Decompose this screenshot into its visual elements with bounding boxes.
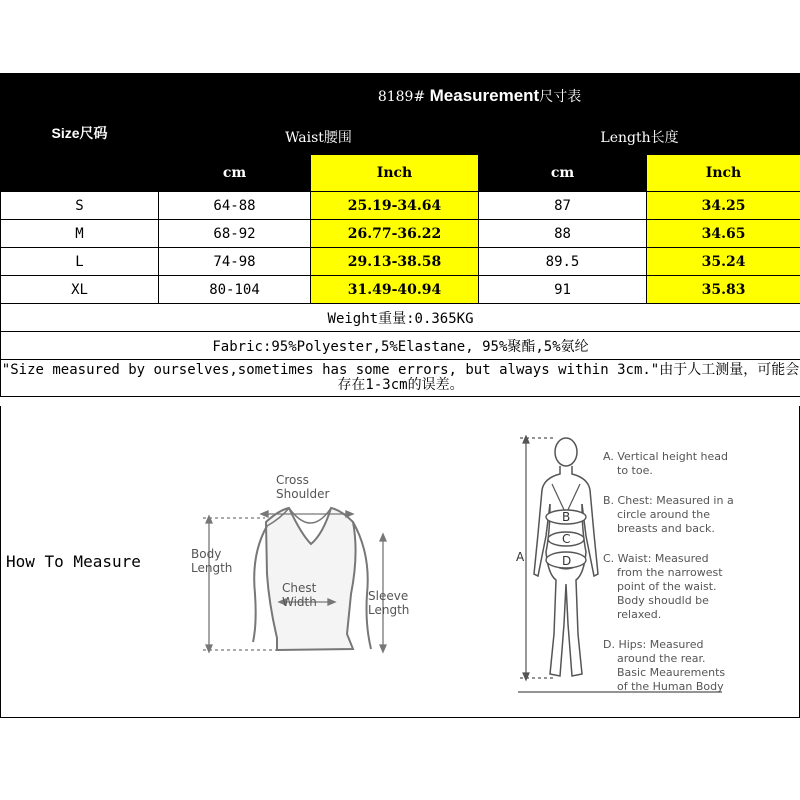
chest-width-line2: Width [282, 595, 317, 609]
length-cm-cell: 89.5 [479, 248, 647, 276]
weight-row: Weight重量:0.365KG [1, 304, 800, 332]
fabric-row: Fabric:95%Polyester,5%Elastane, 95%聚酯,5%氨纶 [1, 332, 800, 360]
body-measure-figure [516, 424, 736, 696]
table-row [1, 276, 800, 304]
note-d-line3: Basic Meaurements [617, 666, 726, 679]
note-d-line2: around the rear. [617, 652, 706, 665]
size-cell: XL [1, 276, 159, 304]
size-cell: L [1, 248, 159, 276]
note-b-line1: B. Chest: Measured in a [603, 494, 734, 507]
how-to-measure-section [0, 406, 800, 718]
length-inch-cell: 35.24 [647, 248, 800, 276]
waist-cm-cell: 80-104 [159, 276, 311, 304]
waist-inch-cell: 25.19-34.64 [311, 192, 479, 220]
waist-inch-header: Inch [311, 155, 479, 192]
table-row [1, 248, 800, 276]
table-row [1, 192, 800, 220]
size-cell: S [1, 192, 159, 220]
waist-cm-cell: 68-92 [159, 220, 311, 248]
waist-header: Waist腰围 [159, 119, 479, 155]
length-inch-cell: 34.25 [647, 192, 800, 220]
note-a-line1: A. Vertical height head [603, 450, 729, 463]
garment-measure-figure [181, 474, 411, 674]
marker-b: B [562, 510, 571, 524]
sleeve-length-line1: Sleeve [368, 589, 409, 603]
how-to-measure-label: How To Measure [6, 552, 141, 571]
length-cm-cell: 91 [479, 276, 647, 304]
table-row [1, 220, 800, 248]
note-d-line4: of the Human Body [617, 680, 724, 693]
waist-inch-cell: 26.77-36.22 [311, 220, 479, 248]
waist-cm-header: cm [159, 155, 311, 192]
note-a-line2: to toe. [617, 464, 653, 477]
marker-a: A [516, 550, 525, 564]
length-inch-cell: 35.83 [647, 276, 800, 304]
length-inch-header: Inch [647, 155, 800, 192]
body-length-line2: Length [191, 561, 233, 575]
chest-width-line1: Chest [282, 581, 317, 595]
length-header: Length长度 [479, 119, 800, 155]
chart-title [159, 74, 800, 119]
cross-label-line2: Shoulder [276, 487, 330, 501]
length-inch-cell: 34.65 [647, 220, 800, 248]
length-cm-header: cm [479, 155, 647, 192]
size-cell: M [1, 220, 159, 248]
marker-c: C [562, 532, 571, 546]
waist-cm-cell: 64-88 [159, 192, 311, 220]
cross-label-line1: Cross [276, 474, 309, 487]
measurement-note: "Size measured by ourselves,sometimes has some errors, but always within 3cm."由于人工测量，可能会存在1-3cm的误差。 [1, 360, 800, 397]
size-header: Size尺码 [1, 74, 159, 192]
note-c-line5: relaxed. [617, 608, 662, 621]
marker-d: D [562, 554, 572, 568]
waist-inch-cell: 31.49-40.94 [311, 276, 479, 304]
note-b-line3: breasts and back. [617, 522, 715, 535]
note-c-line2: from the narrowest [617, 566, 723, 579]
note-b-line2: circle around the [617, 508, 710, 521]
waist-inch-cell: 29.13-38.58 [311, 248, 479, 276]
body-length-line1: Body [191, 547, 222, 561]
note-c-line4: Body shoudld be [617, 594, 709, 607]
size-chart-sheet [0, 73, 800, 718]
length-cm-cell: 88 [479, 220, 647, 248]
title-suffix: 尺寸表 [539, 89, 582, 105]
length-cm-cell: 87 [479, 192, 647, 220]
size-chart-table [0, 73, 800, 397]
title-code: 8189# [377, 89, 426, 105]
note-d-line1: D. Hips: Measured [603, 638, 704, 651]
sleeve-length-line2: Length [368, 603, 410, 617]
note-c-line1: C. Waist: Measured [603, 552, 709, 565]
note-c-line3: point of the waist. [617, 580, 717, 593]
title-word: Measurement [429, 86, 540, 105]
waist-cm-cell: 74-98 [159, 248, 311, 276]
